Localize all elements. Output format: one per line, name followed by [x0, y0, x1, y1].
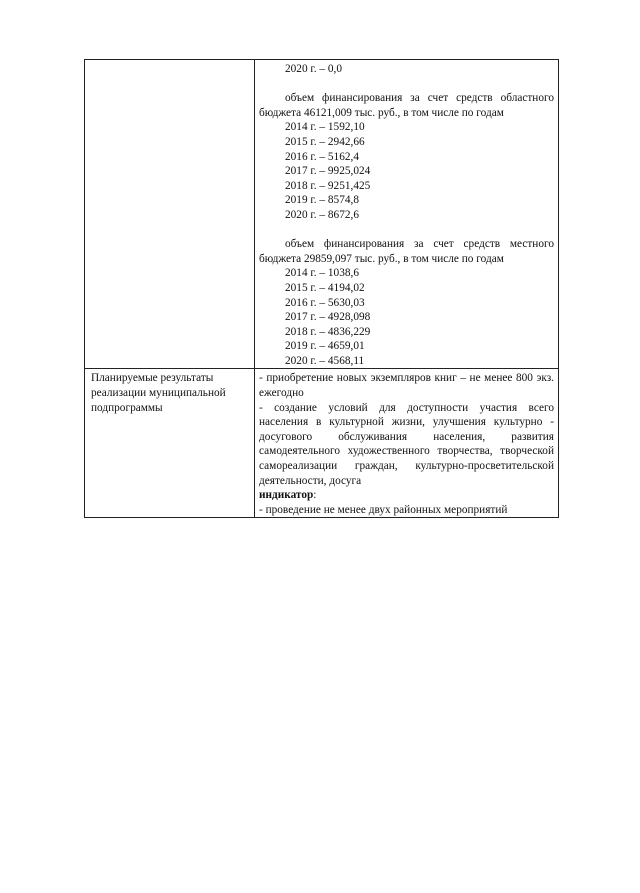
indicator-heading: [259, 488, 554, 503]
table-row-funding: [85, 60, 559, 369]
regional-budget-intro: объем финансирования за счет средств областного бюджета 46121,009 тыс. руб., в том числе по годам: [259, 92, 554, 119]
local-year-line: 2019 г. – 4659,01: [285, 340, 365, 353]
regional-year-line: 2014 г. – 1592,10: [285, 121, 365, 134]
indicator-events: - проведение не менее двух районных мероприятий: [259, 503, 508, 516]
regional-year-line: 2015 г. – 2942,66: [285, 135, 365, 148]
result-culture-access: - создание условий для доступности участия всего населения в культурной жизни, улучшения культурно - досугового обслуживания населения, развития самодеятельного художественного творчества, творческой самореализации граждан, культурно-просветительской деятельности, досуга: [259, 401, 554, 487]
results-label-line: реализации муниципальной: [91, 387, 226, 400]
regional-year-line: 2016 г. – 5162,4: [285, 150, 359, 163]
funding-value-cell: [255, 60, 559, 369]
regional-year-line: 2018 г. – 9251,425: [285, 179, 371, 192]
indicator-colon: :: [313, 489, 317, 502]
regional-year-line: 2019 г. – 8574,8: [285, 194, 359, 207]
funding-label-cell: [85, 60, 255, 369]
results-value-cell: [255, 369, 559, 518]
local-year-line: 2017 г. – 4928,098: [285, 311, 371, 324]
local-year-line: 2015 г. – 4194,02: [285, 281, 365, 294]
local-year-line: 2020 г. – 4568,11: [285, 354, 365, 367]
funding-label: [85, 60, 254, 62]
results-label-line: Планируемые результаты: [91, 372, 214, 385]
table-row-results: [85, 369, 559, 518]
indicator-label: индикатор: [259, 489, 314, 502]
result-books: - приобретение новых экземпляров книг – не менее 800 экз. ежегодно: [259, 372, 554, 400]
previous-year-line: 2020 г. – 0,0: [285, 63, 343, 75]
results-label-cell: [85, 369, 255, 518]
regional-year-line: 2020 г. – 8672,6: [285, 208, 359, 221]
results-label-line: подпрограммы: [91, 401, 163, 414]
local-budget-intro: объем финансирования за счет средств местного бюджета 29859,097 тыс. руб., в том числе по годам: [259, 238, 554, 265]
local-year-line: 2016 г. – 5630,03: [285, 296, 365, 309]
local-year-line: 2014 г. – 1038,6: [285, 267, 359, 280]
regional-year-line: 2017 г. – 9925,024: [285, 165, 371, 178]
local-year-line: 2018 г. – 4836,229: [285, 325, 371, 338]
program-table: [84, 59, 559, 518]
